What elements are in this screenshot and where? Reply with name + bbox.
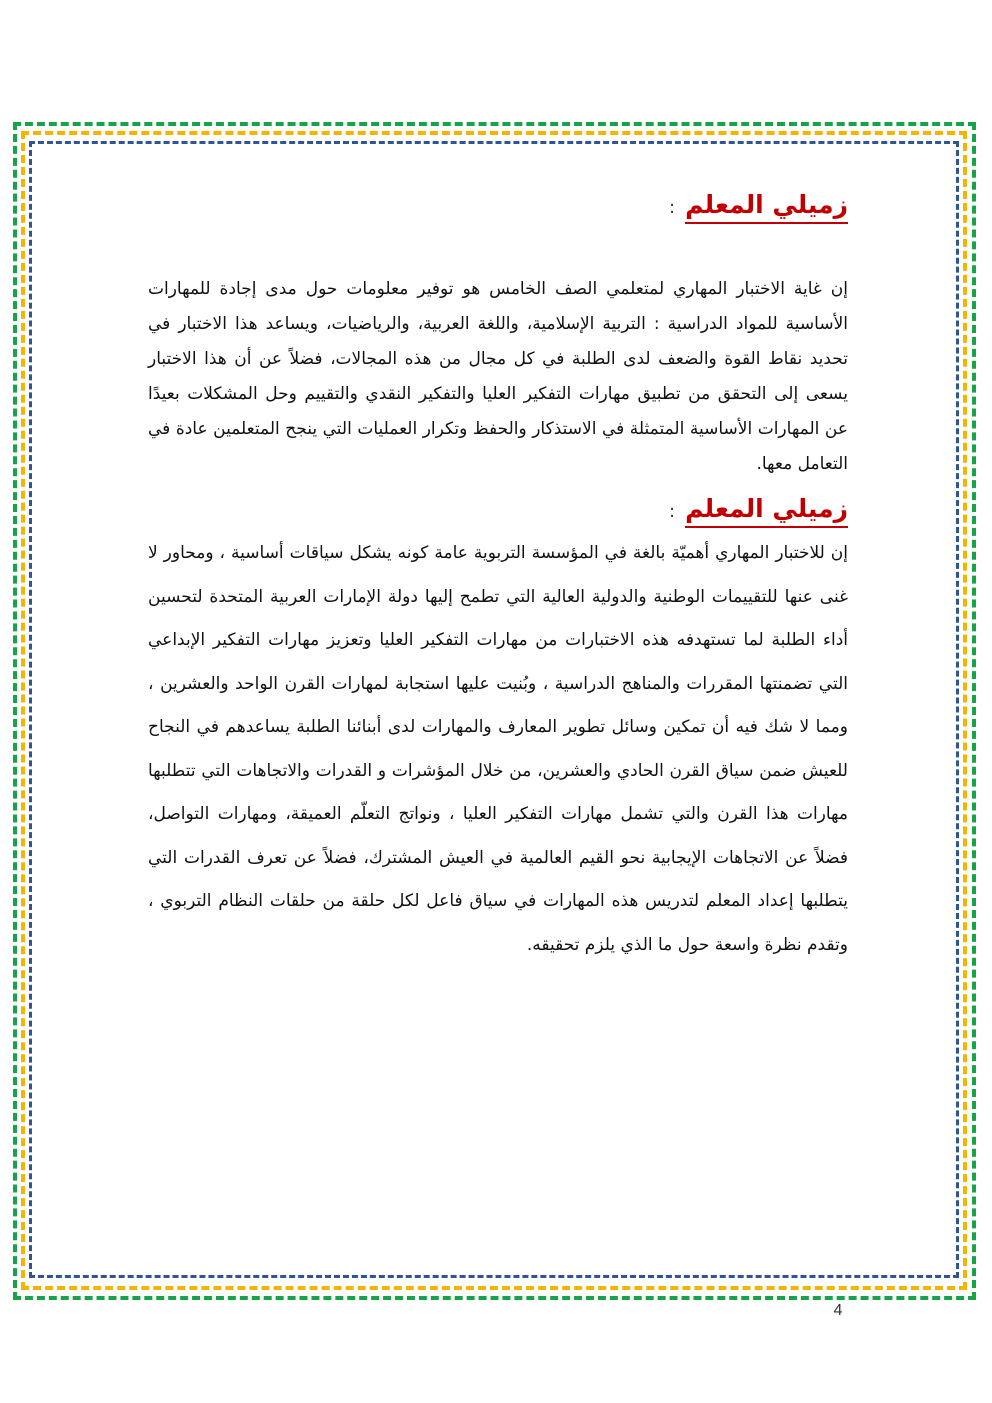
paragraph-1: إن غاية الاختبار المهاري لمتعلمي الصف الخامس هو توفير معلومات حول مدى إجادة للمهارات الأساسية للمواد الدراسية : التربية الإسلامية، واللغة العربية، والرياضيات، ويساعد هذا الاختبار في تحديد نقاط القوة والضعف لدى الطلبة في كل مجال من هذه المجالات، فضلاً عن أن هذا الاختبار يسعى إلى التحقق من تطبيق مهارات التفكير العليا والتفكير النقدي والتقييم وحل المشكلات بعيدًا عن المهارات الأساسية المتمثلة في الاستذكار والحفظ وتكرار العمليات التي ينجح المتعلمين عادة في التعامل معها.	[148, 279, 848, 474]
heading-colon: :	[669, 501, 676, 522]
page-number: 4	[833, 1302, 843, 1319]
section-heading-2	[148, 494, 848, 528]
heading-title: زميلي المعلم	[685, 494, 848, 528]
heading-colon: :	[669, 197, 676, 218]
page-content	[148, 190, 848, 967]
paragraph-2: إن للاختبار المهاري أهميّة بالغة في المؤسسة التربوية عامة كونه يشكل سياقات أساسية ، ومحاور لا غنى عنها للتقييمات الوطنية والدولية العالية التي تطمح إليها دولة الإمارات العربية المتحدة لتحسين أداء الطلبة لما تستهدفه هذه الاختبارات من مهارات التفكير العليا وتعزيز مهارات التفكير الإبداعي التي تضمنتها المقررات والمناهج الدراسية ، وبُنيت عليها استجابة لمهارات القرن الواحد والعشرين ، ومما لا شك فيه أن تمكين وسائل تطوير المعارف والمهارات لدى أبنائنا الطلبة يساعدهم في النجاح للعيش ضمن سياق القرن الحادي والعشرين، من خلال المؤشرات و القدرات والاتجاهات التي تتطلبها مهارات هذا القرن والتي تشمل مهارات التفكير العليا ، ونواتج التعلّم العميقة، ومهارات التواصل، فضلاً عن الاتجاهات الإيجابية نحو القيم العالمية في العيش المشترك، فضلاً عن تعرف القدرات التي يتطلبها إعداد المعلم لتدريس هذه المهارات في سياق فاعل لكل حلقة من حلقات النظام التربوي ، وتقدم نظرة واسعة حول ما الذي يلزم تحقيقه.	[148, 543, 848, 955]
heading-title: زميلي المعلم	[685, 190, 848, 224]
section-heading-1	[148, 190, 848, 224]
